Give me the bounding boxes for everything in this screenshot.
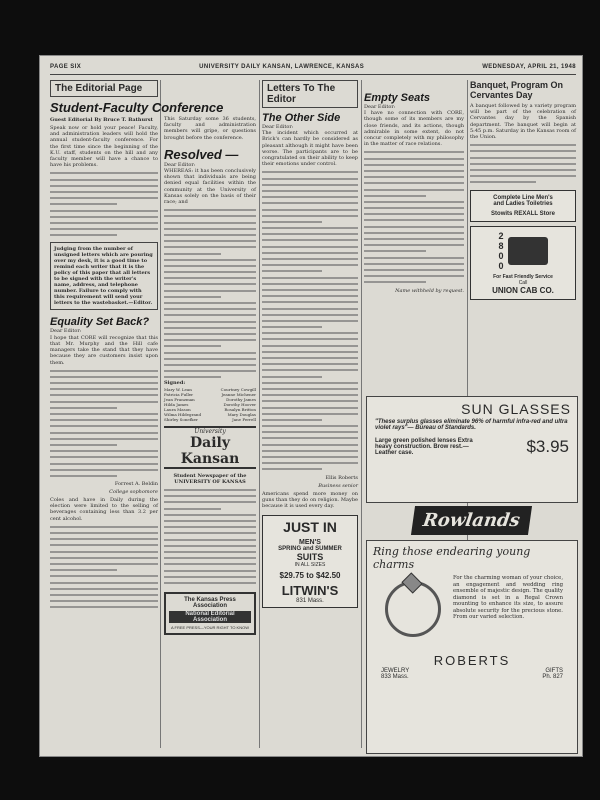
empty-seats-body: I have no connection with CORE, though some of its members are my close friends, and its actions, though admirable in some extent, do not concur completely with my philosophy in the matter of race relations.: [364, 110, 464, 148]
sunglasses-ad: SUN GLASSES "These surplus glasses eliminate 96% of harmful infra-red and ultra violet rays"— Bureau of Standards. Large green polished lenses Extra heavy construction. Brow rest.—Leather case. $3.95: [366, 396, 578, 503]
taxi-icon: [508, 237, 548, 265]
union-cab-ad: 2 8 0 0 For Fast Friendly Service Call UNION CAB CO.: [470, 226, 576, 300]
column-letters: [262, 80, 358, 750]
paper-name: UNIVERSITY DAILY KANSAN, LAWRENCE, KANSAS: [199, 64, 365, 70]
signer-name: Jean Franzman: [164, 396, 195, 402]
ring-icon: [385, 581, 441, 637]
signer-name: Laura Mason: [164, 406, 191, 412]
signers-title: Signed:: [164, 380, 186, 387]
column-banquet: [470, 80, 576, 380]
equality-headline: Equality Set Back?: [50, 316, 150, 329]
column-empty-seats: [364, 80, 464, 420]
kansan-nameplate: [164, 426, 256, 469]
roberts-name: ROBERTS: [433, 653, 511, 668]
signer-name: Wilma Hildegrand: [164, 411, 202, 417]
equality-body: I hope that CORE will recognize that this that Mr. Murphy and the Hill cafe managers take the stand that they have because they are customers insist upon them.: [50, 334, 158, 366]
equality-text-2: [50, 524, 158, 611]
nameplate-subtitle: Student Newspaper of the UNIVERSITY OF KANSAS: [173, 472, 247, 485]
banquet-text: [470, 142, 576, 185]
column-rule: [160, 80, 161, 748]
editorial-byline: Guest Editorial By Bruce T. Bathurst: [50, 117, 153, 123]
suits-price: $29.75 to $42.50: [279, 571, 341, 581]
empty-seats-signature: Name withheld by request.: [395, 287, 464, 294]
ring-illustration: [373, 575, 453, 643]
signer-name: Courtney Cowgill: [220, 386, 256, 392]
letters-policy-notice: Judging from the number of unsigned letters which are pouring over my desk, it is a good time to remind each writer that it is the policy of this paper that all letters to be signed with the writer's name, address, and telephone number. Failure to comply with this requirement will send your letters to the wastebasket.—Editor.: [50, 242, 158, 310]
newspaper-page: [40, 56, 582, 756]
staff-box: [164, 487, 256, 586]
signer-name: Dorothy Hoover: [223, 401, 256, 407]
section-title: The Editorial Page: [50, 80, 158, 97]
issue-date: WEDNESDAY, APRIL 21, 1948: [482, 64, 576, 70]
rowlands-logo: Rowlands: [366, 506, 576, 536]
signer-name: Mary W. Lean: [164, 386, 192, 392]
litwins-ad: JUST IN MEN'S SPRING and SUMMER SUITS IN ALL SIZES $29.75 to $42.50 LITWIN'S 831 Mass.: [262, 515, 358, 608]
editorial-text: [50, 170, 158, 238]
nameplate-title: Daily Kansan: [180, 434, 240, 467]
equality-signature-note: College sophomore: [109, 489, 158, 496]
letters-section-title: Letters To The Editor: [262, 80, 358, 108]
equality-signature: Forrest A. Beldin: [114, 481, 158, 488]
empty-seats-headline: Empty Seats: [364, 92, 431, 104]
sunglasses-title: SUN GLASSES: [461, 401, 571, 417]
column-rule: [259, 80, 260, 748]
empty-seats-salutation: Dear Editor:: [364, 104, 396, 110]
resolved-headline: Resolved —: [164, 146, 239, 162]
resolved-salutation: Dear Editor:: [164, 161, 196, 168]
letters-salutation: Dear Editor:: [262, 124, 294, 130]
editorial-continued: This Saturday some 36 students, faculty and administration members will gripe, or questions brought before the conference.: [164, 116, 256, 141]
equality-salutation: Dear Editor:: [50, 328, 82, 335]
column-resolved: [164, 116, 256, 750]
ring-headline: Ring those endearing young charms: [373, 545, 531, 571]
letters-signature: Ellis Roberts: [325, 474, 358, 481]
masthead: [50, 64, 576, 75]
letters-text: [262, 169, 358, 472]
signer-name: Rosalyn Britton: [224, 406, 256, 412]
union-cab-name: UNION CAB CO.: [492, 285, 554, 295]
letters-body: The incident which occurred at Brick's can hardly be considered as pleasant although it might have been worse. The participants are to be congratulated on their ability to keep their emotions under control.: [262, 130, 358, 168]
signer-name: Patricia Fuller: [164, 391, 194, 397]
just-in-label: JUST IN: [283, 519, 337, 536]
sunglasses-price: $3.95: [526, 437, 569, 456]
rexall-store: Stowits REXALL Store: [491, 210, 555, 217]
banquet-headline: Banquet, Program On Cervantes Day: [470, 80, 564, 100]
signer-name: Dorothy James: [226, 396, 256, 402]
ring-body: For the charming woman of your choice, an engagement and wedding ring ensemble of majestic design. The quality diamond is set in a Regal Crown mounting to enhance its size, to assure absolute security for the precious stone. From our varied selection.: [453, 575, 563, 620]
ring-ad: Ring those endearing young charms For the charming woman of your choice, an engagement and wedding ring ensemble of majestic design. The quality diamond is set in a Regal Crown mounting to enhance its size, to assure absolute security for the precious stone. From our varied selection. ROBERTS JEWELRY GIFTS 833 Mass. Ph. 827: [366, 540, 578, 754]
signer-name: Mary Douglas: [227, 411, 256, 417]
signer-row: [164, 417, 256, 422]
page-number: PAGE SIX: [50, 64, 82, 70]
editorial-headline: Student-Faculty Conference: [50, 100, 224, 115]
signer-name: Jane Ferrell: [232, 416, 256, 422]
litwins-name: LITWIN'S: [281, 583, 339, 599]
press-association-badge: The Kansas Press Association National Editorial Association A FREE PRESS—YOUR RIGHT TO KNOW: [164, 592, 256, 635]
empty-seats-text: [364, 149, 464, 285]
signer-name: Jeanne Michener: [221, 391, 256, 397]
resolved-body: WHEREAS: it has been conclusively shown that individuals are being denied equal facilities within the community at the University of Kansas solely on the basis of their race; and: [164, 168, 256, 206]
signer-name: Shirley Sonefker: [164, 416, 198, 422]
signers-list: [164, 387, 256, 422]
phone-number: 2 8 0 0: [498, 230, 504, 271]
rexall-ad: Complete Line Men's and Ladies Toiletries Stowits REXALL Store: [470, 190, 576, 222]
banquet-body: A banquet followed by a variety program will be part of the celebration of Cervantes day by the Spanish department. The banquet will begin at 5:45 p.m. Saturday in the Kansas room of the Union.: [470, 103, 576, 141]
letters-tail: Americans spend more money on guns than they do on religion. Maybe because it is used every day.: [262, 490, 358, 510]
nameplate-small: University: [194, 427, 226, 435]
signer-name: Hilda James: [164, 401, 189, 407]
letters-headline: The Other Side: [262, 112, 341, 124]
equality-text: [50, 368, 158, 479]
column-rule: [361, 80, 362, 748]
letters-signature-note: Business senior: [318, 482, 358, 489]
resolved-text: [164, 207, 256, 380]
editorial-lead: Speak now or hold your peace! Faculty, and administration leaders will hold the annual student-faculty conference. For the first time since the beginning of the K.U. staff, students on the hill and any faculty member will have a chance to have his problems.: [50, 125, 158, 169]
equality-body-2: Coles and have in Daily during the election were limited to the selling of beverages containing less than 3.2 per cent alcohol.: [50, 497, 158, 522]
